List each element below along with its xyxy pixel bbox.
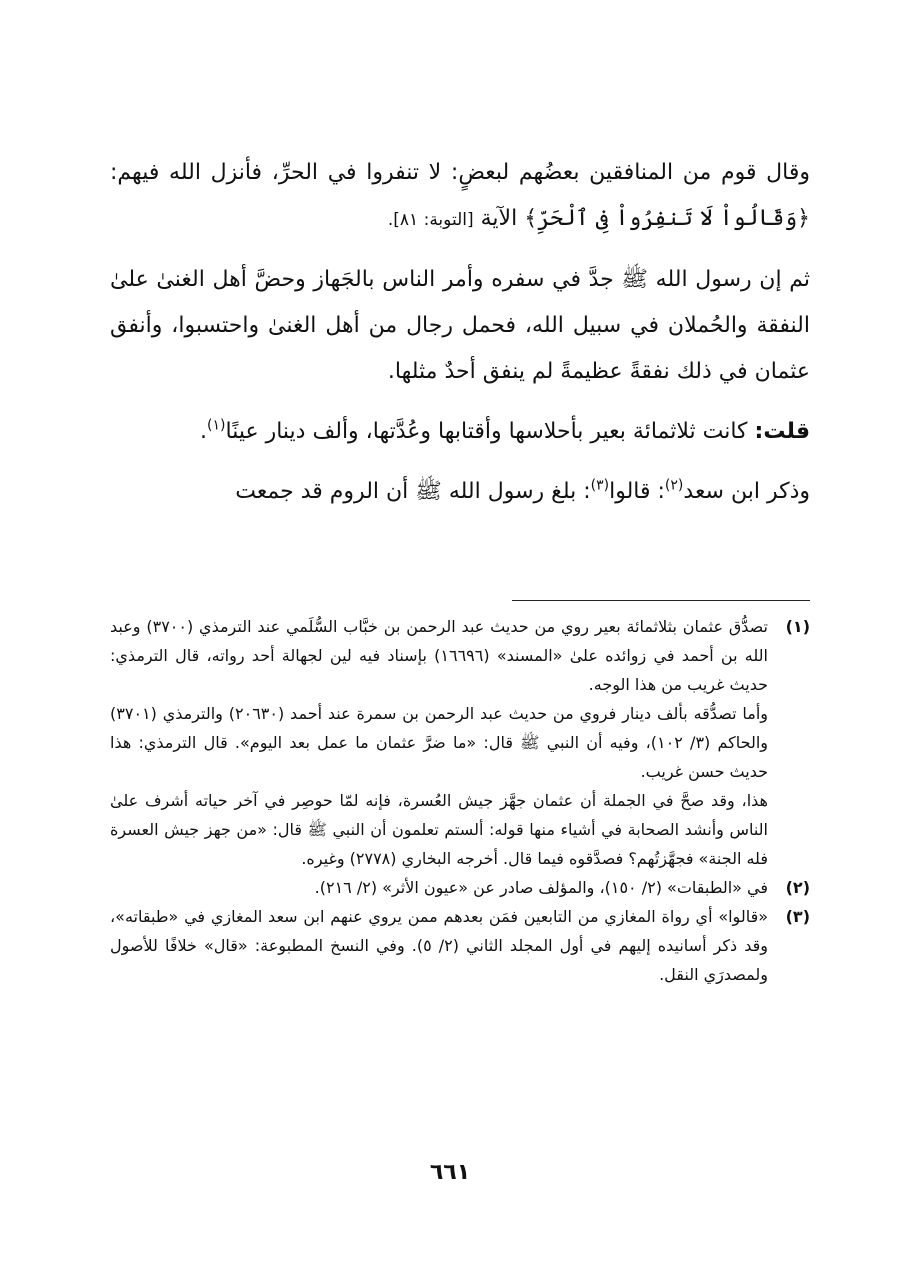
footnote-ref-2[interactable]: (٢) — [664, 477, 684, 494]
footnote-paragraph: وأما تصدُّقه بألف دينار فروي من حديث عبد الرحمن بن سمرة عند أحمد (٢٠٦٣٠) والترمذي (٣٧٠١) والحاكم (٣/ ١٠٢)، وفيه أن النبي ﷺ قال: «ما ضرَّ عثمان ما عمل بعد اليوم». قال الترمذي: هذا حديث حسن غريب. — [110, 704, 768, 781]
page-number: ٦٦١ — [429, 1160, 471, 1185]
paragraph-1 — [110, 150, 810, 243]
footnote-number: (٢) — [785, 878, 810, 897]
footnote-paragraph: تصدُّق عثمان بثلاثمائة بعير روي من حديث عبد الرحمن بن خبَّاب السُّلَمي عند الترمذي (٣٧٠٠) وعبد الله بن أحمد في زوائده علىٰ «المسند» (١٦٦٩٦) بإسناد فيه لين لجهالة أحد رواته، قال الترمذي: حديث غريب من هذا الوجه. — [110, 617, 769, 694]
paragraph-4-text-3: : بلغ رسول الله ﷺ أن الروم قد جمعت — [235, 479, 591, 504]
footnote-paragraph: في «الطبقات» (٢/ ١٥٠)، والمؤلف صادر عن «عيون الأثر» (٢/ ٢١٦). — [314, 878, 768, 897]
footnote-paragraph: «قالوا» أي رواة المغازي من التابعين فمَن بعدهم ممن يروي عنهم ابن سعد المغازي في «طبقاته»، وقد ذكر أسانيده إليهم في أول المجلد الثاني (٢/ ٥). وفي النسخ المطبوعة: «قال» خلافًا للأصول ولمصدرَي النقل. — [110, 907, 768, 984]
footnote-body — [110, 873, 768, 902]
footnote-2 — [110, 873, 810, 902]
footnote-number: (٣) — [785, 907, 810, 926]
footnote-1 — [110, 612, 810, 873]
footnote-body — [110, 902, 768, 989]
footnote-3 — [110, 902, 810, 989]
footnote-body — [110, 612, 768, 873]
paragraph-1-text: وقال قوم من المنافقين بعضُهم لبعضٍ: لا تنفروا في الحرِّ، فأنزل الله فيهم: — [110, 160, 810, 185]
paragraph-3-end: . — [200, 419, 208, 444]
paragraph-4 — [110, 469, 810, 515]
paragraph-4-text-2: : قالوا — [609, 479, 665, 504]
paragraph-4-text-1: وذكر ابن سعد — [683, 479, 810, 504]
paragraph-3 — [110, 409, 810, 455]
verse-reference: [التوبة: ٨١]. — [387, 210, 474, 230]
footnote-paragraph: هذا، وقد صحَّ في الجملة أن عثمان جهَّز جيش العُسرة، فإنه لمّا حوصِر في آخر حياته أشرف علىٰ الناس وأنشد الصحابة في أشياء منها قوله: ألستم تعلمون أن النبي ﷺ قال: «من جهز جيش العسرة فله الجنة» فجهَّزتُهم؟ فصدَّقوه فيما قال. أخرجه البخاري (٢٧٧٨) وغيره. — [110, 791, 768, 868]
quran-verse: ﴿وَقَالُواْ لَا تَنفِرُواْ فِى ٱلْحَرِّ﴾ — [524, 206, 810, 231]
footnote-ref-1[interactable]: (١) — [207, 417, 226, 434]
footnote-separator — [512, 600, 810, 601]
verse-label: الآية — [480, 206, 525, 231]
paragraph-3-lead: قلت: — [754, 419, 810, 444]
footnote-number: (١) — [785, 617, 810, 636]
paragraph-3-text: كانت ثلاثمائة بعير بأحلاسها وأقتابها وعُدَّتها، وألف دينار عينًا — [225, 419, 755, 444]
footnote-ref-3[interactable]: (٣) — [590, 477, 610, 494]
main-text — [110, 150, 810, 529]
paragraph-2 — [110, 257, 810, 395]
paragraph-2-text: ثم إن رسول الله ﷺ جدَّ في سفره وأمر الناس بالجَهاز وحضَّ أهل الغنىٰ علىٰ النفقة والحُملان في سبيل الله، فحمل رجال من أهل الغنىٰ واحتسبوا، وأنفق عثمان في ذلك نفقةً عظيمةً لم ينفق أحدٌ مثلها. — [110, 267, 810, 384]
footnotes — [110, 612, 810, 989]
